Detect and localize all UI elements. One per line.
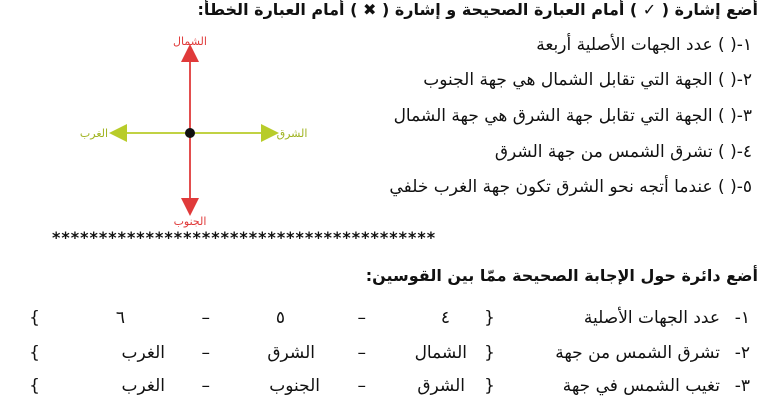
mc-separator: – bbox=[201, 308, 210, 328]
mc-close-brace: } bbox=[29, 308, 40, 328]
statement-2: ٢-( ) الجهة التي تقابل الشمال هي جهة الجنوب bbox=[423, 70, 752, 90]
mc-separator: – bbox=[201, 343, 210, 363]
mc-row-3 bbox=[30, 376, 750, 406]
mc-option[interactable]: الجنوب bbox=[269, 376, 320, 396]
mc-option[interactable]: الشرق bbox=[267, 343, 315, 363]
mc-option[interactable]: الشمال bbox=[414, 343, 467, 363]
mc-separator: – bbox=[357, 343, 366, 363]
compass-center bbox=[185, 128, 195, 138]
statement-5: ٥-( ) عندما أتجه نحو الشرق تكون جهة الغرب خلفي bbox=[389, 177, 752, 197]
mc-option[interactable]: ٤ bbox=[440, 308, 450, 328]
south-label: الجنوب bbox=[173, 215, 207, 228]
mc-option[interactable]: الشرق bbox=[417, 376, 465, 396]
mc-option[interactable]: ٦ bbox=[115, 308, 125, 328]
mc-close-brace: } bbox=[29, 376, 40, 396]
north-label: الشمال bbox=[173, 35, 207, 48]
statement-1: ١-( ) عدد الجهات الأصلية أربعة bbox=[536, 35, 752, 55]
mc-open-brace: { bbox=[484, 376, 495, 396]
mc-number: ١- bbox=[734, 308, 750, 328]
mc-separator: – bbox=[357, 308, 366, 328]
west-label: الغرب bbox=[79, 127, 109, 140]
instructions-circle-answer: أضع دائرة حول الإجابة الصحيحة ممّا بين القوسين: bbox=[365, 266, 758, 285]
mc-separator: – bbox=[357, 376, 366, 396]
mc-question: عدد الجهات الأصلية bbox=[583, 308, 720, 328]
mc-option[interactable]: الغرب bbox=[121, 343, 165, 363]
compass-diagram bbox=[60, 25, 320, 235]
mc-separator: – bbox=[201, 376, 210, 396]
statement-4: ٤-( ) تشرق الشمس من جهة الشرق bbox=[494, 142, 752, 162]
instructions-true-false: أضع إشارة ( ✓ ) أمام العبارة الصحيحة و إشارة ( ✖ ) أمام العبارة الخطأ: bbox=[197, 0, 758, 19]
statement-3: ٣-( ) الجهة التي تقابل جهة الشرق هي جهة الشمال bbox=[393, 106, 752, 126]
divider-stars: ***************************************** bbox=[52, 228, 437, 247]
mc-row-2 bbox=[30, 343, 750, 373]
mc-number: ٢- bbox=[734, 343, 750, 363]
east-label: الشرق bbox=[276, 127, 308, 140]
mc-number: ٣- bbox=[734, 376, 750, 396]
mc-question: تغيب الشمس في جهة bbox=[562, 376, 720, 396]
mc-option[interactable]: ٥ bbox=[275, 308, 285, 328]
mc-question: تشرق الشمس من جهة bbox=[555, 343, 720, 363]
mc-open-brace: { bbox=[484, 343, 495, 363]
mc-option[interactable]: الغرب bbox=[121, 376, 165, 396]
mc-open-brace: { bbox=[484, 308, 495, 328]
mc-close-brace: } bbox=[29, 343, 40, 363]
mc-row-1 bbox=[30, 308, 750, 338]
